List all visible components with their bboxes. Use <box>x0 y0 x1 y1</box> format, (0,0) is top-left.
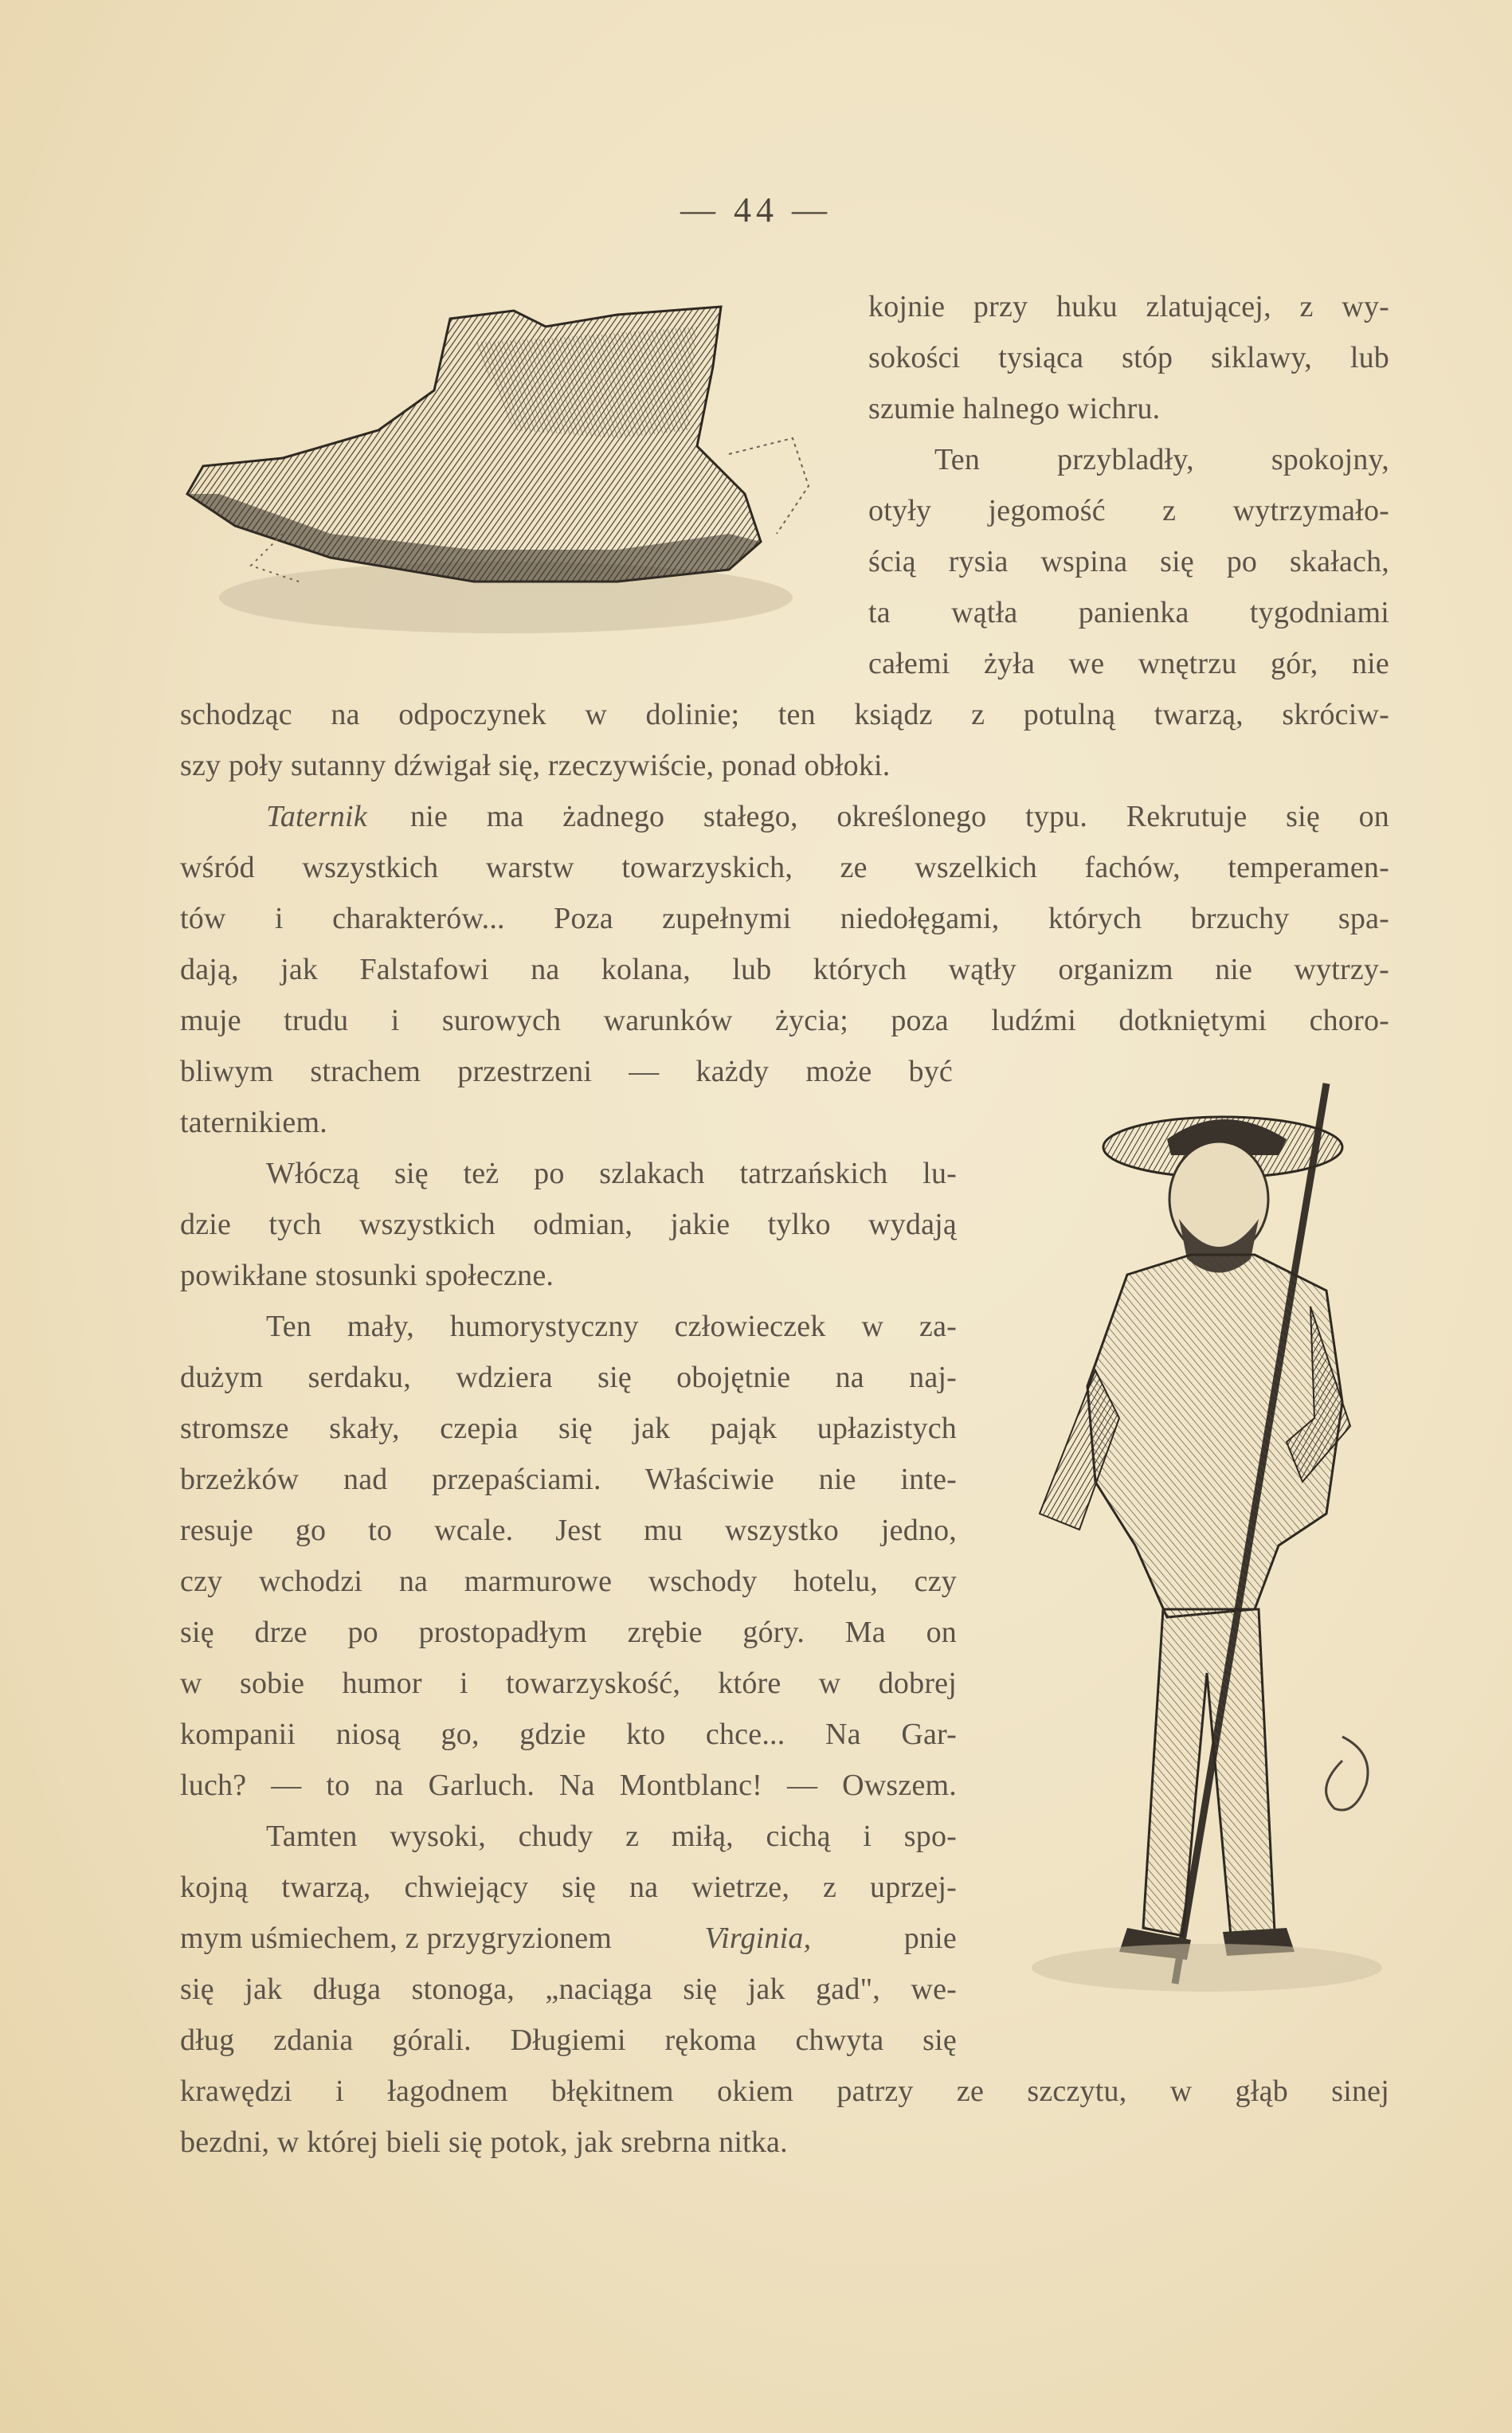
text-line: szumie halnego wichru. <box>868 392 1161 425</box>
text-line: dają, jak Falstafowi na kolana, lub których wątły organizm nie wytrzy- <box>180 953 1389 986</box>
text-line: brzeżków nad przepaściami. Właściwie nie inte- <box>180 1463 957 1496</box>
text-line: dzie tych wszystkich odmian, jakie tylko wydają <box>180 1208 957 1241</box>
text-line-mixed <box>180 1923 957 1953</box>
text-line: w sobie humor i towarzyskość, które w dobrej <box>180 1667 957 1700</box>
text-line: resuje go to wcale. Jest mu wszystko jedno, <box>180 1514 957 1547</box>
text-line: czy wchodzi na marmurowe wschody hotelu, czy <box>180 1565 957 1598</box>
text-line: się drze po prostopadłym zrębie góry. Ma on <box>180 1616 957 1649</box>
text-line: Tamten wysoki, chudy z miłą, cichą i spo- <box>266 1820 957 1853</box>
text-line: kompanii niosą go, gdzie kto chce... Na Gar- <box>180 1718 957 1751</box>
text-line: tów i charakterów... Poza zupełnymi niedołęgami, których brzuchy spa- <box>180 902 1389 935</box>
text-line: taternikiem. <box>180 1106 327 1139</box>
text-line: nie ma żadnego stałego, określonego typu. Rekrutuje się on <box>410 800 1389 833</box>
text-line: dużym serdaku, wdziera się obojętnie na naj- <box>180 1361 957 1394</box>
text-line: kojnie przy huku zlatującej, z wy- <box>868 290 1389 323</box>
text-segment: mym uśmiechem, z przygryzionem <box>180 1922 613 1955</box>
page-number: — 44 — <box>680 190 832 229</box>
text-line: luch? — to na Garluch. Na Montblanc! — Owszem. <box>180 1769 957 1802</box>
text-line: bezdni, w której bieli się potok, jak srebrna nitka. <box>180 2125 788 2159</box>
italic-term: Taternik <box>266 800 367 833</box>
text-line: się jak długa stonoga, „naciąga się jak gad", we- <box>180 1973 957 2006</box>
italic-term: Virginia, <box>704 1922 812 1955</box>
text-line: powikłane stosunki społeczne. <box>180 1259 554 1292</box>
text-line: bliwym strachem przestrzeni — każdy może być <box>180 1055 953 1088</box>
text-line: całemi żyła we wnętrzu gór, nie <box>868 647 1389 680</box>
text-line: szy poły sutanny dźwigał się, rzeczywiście, ponad obłoki. <box>180 749 891 782</box>
old-boot-illustration <box>171 295 825 645</box>
text-line: Ten mały, humorystyczny człowieczek w za- <box>266 1310 957 1343</box>
text-line: otyły jegomość z wytrzymało- <box>868 494 1389 527</box>
text-line: Włóczą się też po szlakach tatrzańskich lu- <box>266 1157 957 1190</box>
text-line: Ten przybladły, spokojny, <box>934 443 1389 476</box>
text-line: schodząc na odpoczynek w dolinie; ten ksiądz z potulną twarzą, skróciw- <box>180 698 1389 731</box>
text-line: kojną twarzą, chwiejący się na wietrze, z uprzej- <box>180 1871 957 1904</box>
text-line: wśród wszystkich warstw towarzyskich, ze wszelkich fachów, temperamen- <box>180 851 1389 884</box>
mountaineer-with-alpenstock-illustration <box>992 1068 1390 2016</box>
text-line: ta wątła panienka tygodniami <box>868 596 1389 629</box>
text-line: stromsze skały, czepia się jak pająk upłazistych <box>180 1412 957 1445</box>
text-line: krawędzi i łagodnem błękitnem okiem patrzy ze szczytu, w głąb sinej <box>180 2075 1389 2108</box>
text-segment: pnie <box>903 1922 957 1955</box>
text-line-italic <box>266 801 367 832</box>
text-line: sokości tysiąca stóp siklawy, lub <box>868 341 1389 374</box>
text-line: ścią rysia wspina się po skałach, <box>868 545 1389 578</box>
text-line: dług zdania górali. Długiemi rękoma chwyta się <box>180 2024 957 2057</box>
text-line: muje trudu i surowych warunków życia; poza ludźmi dotkniętymi choro- <box>180 1004 1389 1037</box>
